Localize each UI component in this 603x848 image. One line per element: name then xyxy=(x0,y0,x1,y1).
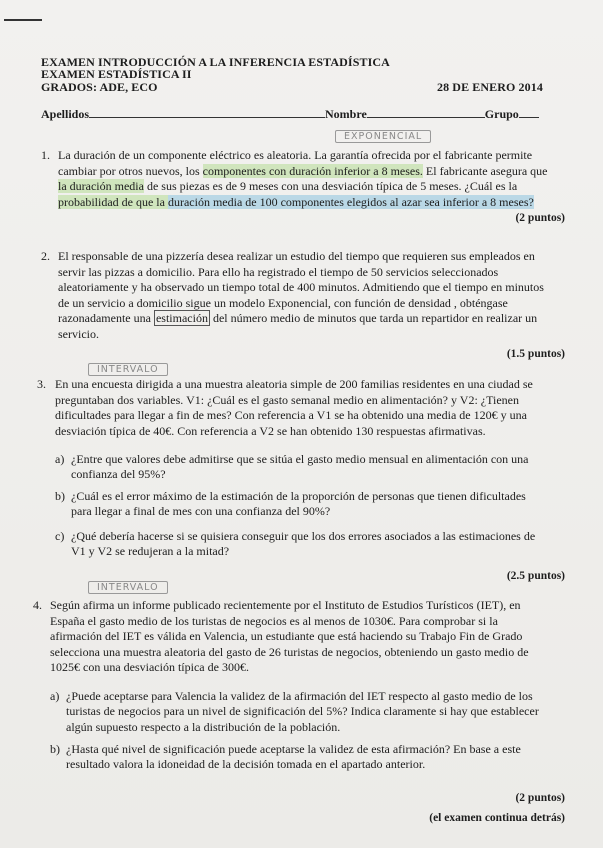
apellidos-field[interactable] xyxy=(89,106,325,118)
q3-number: 3. xyxy=(37,377,46,391)
nombre-field[interactable] xyxy=(367,106,485,118)
q3-points: (2.5 puntos) xyxy=(506,570,565,582)
degrees: GRADOS: ADE, ECO xyxy=(41,80,158,94)
q4b-text: ¿Hasta qué nivel de significación puede aceptarse la validez de esta afirmación? En base a este resultado valora la idoneidad de la decisión tomada en el apartado anterior. xyxy=(66,742,521,772)
student-fields xyxy=(41,106,539,122)
exam-subtitle: EXAMEN ESTADÍSTICA II xyxy=(41,67,192,81)
handwritten-note-q4: INTERVALO xyxy=(88,581,168,594)
estimacion-box: estimación xyxy=(155,311,208,326)
nombre-label: Nombre xyxy=(325,107,367,121)
highlight-condition: componentes con duración inferior a 8 meses. xyxy=(202,163,423,178)
q3c-label: c) xyxy=(55,529,65,543)
q3b-label: b) xyxy=(55,489,65,503)
pen-mark xyxy=(4,19,42,21)
apellidos-label: Apellidos xyxy=(41,107,90,121)
q2-points: (1.5 puntos) xyxy=(506,348,565,360)
grupo-field[interactable] xyxy=(519,106,539,118)
q1-points: (2 puntos) xyxy=(515,212,565,224)
handwritten-note-q1: EXPONENCIAL xyxy=(335,130,431,143)
q4a-label: a) xyxy=(50,689,60,703)
q3c-text: ¿Qué debería hacerse si se quisiera conseguir que los dos errores asociados a las estimaciones de V1 y V2 se redujeran a la mitad? xyxy=(71,529,536,559)
grupo-label: Grupo xyxy=(484,107,519,121)
q4b-label: b) xyxy=(50,742,60,756)
q2-text: El responsable de una pizzería desea realizar un estudio del tiempo que requieren sus empleados en servir las pizzas a domicilio. Para ello ha registrado el tiempo de 50 servicios seleccionados aleatoriamente y ha observado un tiempo total de 400 minutos. Admitiendo que el tiempo en minutos de un servicio a domicilio sigue un modelo Exponencial, con función de densidad , obténgase razonadamente una estimación del número medio de minutos que tarda un repartidor en realizar un servicio. xyxy=(58,249,544,341)
q3b-text: ¿Cuál es el error máximo de la estimación de la proporción de personas que tienen dificultades para llegar a final de mes con una confianza del 90%? xyxy=(71,489,526,519)
exam-title: EXAMEN INTRODUCCIÓN A LA INFERENCIA ESTADÍSTICA xyxy=(41,55,390,69)
q1-text: La duración de un componente eléctrico es aleatoria. La garantía ofrecida por el fabricante permite cambiar por otros nuevos, los componentes con duración inferior a 8 meses. El fabricante asegura que la duración media de sus piezas es de 9 meses con una desviación típica de 5 meses. ¿Cuál es la probabilidad de que la duración media de 100 componentes elegidos al azar sea inferior a 8 meses? xyxy=(58,148,548,209)
q3a-label: a) xyxy=(55,452,65,466)
q4-number: 4. xyxy=(33,598,42,612)
highlight-mean: la duración media xyxy=(58,179,144,194)
continue-note: (el examen continua detrás) xyxy=(429,812,565,824)
q1-number: 1. xyxy=(41,148,50,162)
q4a-text: ¿Puede aceptarse para Valencia la validez de la afirmación del IET respecto al gasto medio de los turistas de negocios para un nivel de significación del 5%? Indica claramente si hay que establecer algún supuesto respecto a la distribución de la población. xyxy=(66,689,539,734)
q4-points: (2 puntos) xyxy=(515,792,565,804)
handwritten-note-q3: INTERVALO xyxy=(88,363,168,376)
highlight-probability: duración media de 100 componentes elegidos al azar sea inferior a 8 meses? xyxy=(167,194,534,209)
q3-text: En una encuesta dirigida a una muestra aleatoria simple de 200 familias residentes en una ciudad se preguntaban dos variables. V1: ¿Cuál es el gasto semanal medio en alimentación? y V2: ¿Tienen dificultades para llegar a fin de mes? Con referencia a V1 se ha obtenido una media de 120€ y una desviación típica de 40€. Con referencia a V2 se han obtenido 130 respuestas afirmativas. xyxy=(55,377,533,438)
q4-text: Según afirma un informe publicado recientemente por el Instituto de Estudios Turísticos (IET), en España el gasto medio de los turistas de negocios es al menos de 1030€. Para comprobar si la afirmación del IET es válida en Valencia, un estudiante que está haciendo su Trabajo Fin de Grado selecciona una muestra aleatoria del gasto de 26 turistas de negocios, obteniendo un gasto medio de 1025€ con una desviación típica de 300€. xyxy=(50,598,529,675)
q2-number: 2. xyxy=(41,249,50,263)
exam-date: 28 DE ENERO 2014 xyxy=(437,80,543,94)
q3a-text: ¿Entre que valores debe admitirse que se sitúa el gasto medio mensual en alimentación con una confianza del 95%? xyxy=(71,452,529,482)
